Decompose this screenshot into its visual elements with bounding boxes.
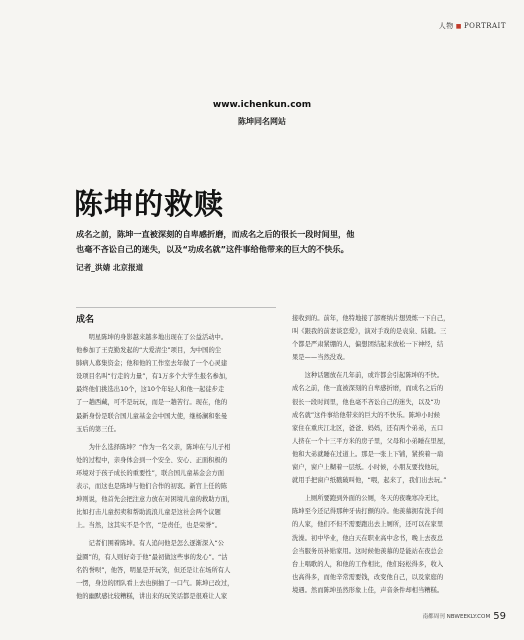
body-column-right (292, 312, 506, 597)
body-line: 比如打击儿童拐卖和帮助流浪儿童是这社会两个议题 (76, 509, 221, 517)
section-tag-en: PORTRAIT (463, 22, 506, 30)
body-line: 很长一段时间里，他也毫不吝讼自己的迷失，以及“功 (292, 398, 441, 406)
deck-line: 也毫不吝讼自己的迷失，以及“功成名就”这件事给他带来的巨大的不快乐。 (76, 244, 349, 254)
section-rule (76, 307, 276, 308)
body-line: 上厕所要跑到外面的公厕，冬天的夜晚寒冷无比， (292, 495, 444, 503)
section-tag (408, 21, 506, 31)
body-line: 台上唱歌的人，和他的工作相比，他们轻松得多，收入 (292, 560, 444, 568)
body-line: 为什么选择陈坤？“作为一名父亲，陈坤在与儿子相 (76, 443, 231, 451)
body-line: 就用手把窗户纸戳破叫他，“喂，起来了，我们出去玩。” (292, 477, 447, 485)
deck-line: 成名之前，陈坤一直被深刻的自卑感折磨，而成名之后的很长一段时间里，他 (76, 229, 355, 239)
section-tag-cn: 人物 (438, 22, 454, 30)
body-line: 设项目名叫“行走的力量”，有1万多个大学生报名参加， (76, 373, 232, 381)
body-line: 人挤在一个十三平方米的房子里，父母和小弟睡在里屋， (292, 437, 450, 445)
body-line: 处的过程中，亲身体会到一个安全、安心、正面积极的 (76, 456, 228, 464)
publication-name: 南都周刊 NBWEEKLY.COM (422, 614, 491, 620)
body-line: 环境对于孩子成长的重要性”，联合国儿童基金会方面 (76, 469, 225, 477)
body-line: 表示，而这也是陈坤与他们合作的初衷。新官上任的陈 (76, 483, 228, 491)
page-number: 59 (493, 611, 506, 622)
body-line: 最新身份是联合国儿童基金会中国大使，继杨澜和张曼 (76, 412, 228, 420)
section-title: 成名 (76, 315, 95, 325)
body-line: 家住在重庆江北区，爸爸、妈妈，还有两个弟弟，五口 (292, 424, 444, 432)
section-divider-icon: ■ (455, 23, 462, 30)
body-line: 个都是严肃紧绷的人，偏想团结起来放松一下神经，结 (292, 341, 444, 349)
body-line: 成名之前，他一直被深刻的自卑感折磨，而成名之后的 (292, 385, 444, 393)
body-line: 洗澡。初中毕业，他白天在职业高中念书，晚上去夜总 (292, 534, 444, 542)
article-deck (76, 227, 456, 257)
body-line: 境遇。然而陈坤虽然形象上佳，声音条件却相当糟糕。 (292, 586, 444, 594)
body-line: 玉后的第三任。 (76, 425, 121, 433)
body-line: 果是——当然没戏。 (292, 354, 349, 362)
body-line: 成名就”这件事给他带来的巨大的不快乐。陈坤小时候 (292, 411, 441, 419)
body-line: 名钓誉呗”，他答，明显是开玩笑，但还是让在场所有人 (76, 566, 231, 574)
body-line: 益圈”的，有人则好奇于他“最初做这些事的发心”。“沽 (76, 553, 228, 561)
body-line: 这种话题放在几年前，或许都会引起陈坤的不快。 (292, 372, 444, 380)
body-line: 坤则说，他首先会把注意力放在对困境儿童的救助方面， (76, 496, 234, 504)
body-line: 最终他们挑选出10个，这10个年轻人和他一起徒步走 (76, 386, 225, 394)
body-line: 也高得多，而他辛常需要钱，改变他自己，以及家庭的 (292, 573, 444, 581)
body-line: 会当服务员补贴家用。这时候他羡慕的是能站在夜总会 (292, 547, 444, 555)
body-line: 的人家，他们不但不需要跑出去上厕所，还可以在家里 (292, 521, 444, 529)
body-line: 他和大弟就睡在过道上。那是一张上下铺，紧挨着一扇 (292, 450, 444, 458)
watermark-url: www.ichenkun.com (212, 100, 312, 110)
body-column-left (76, 331, 280, 603)
body-line: 上。当然，这其实不是个官，“是责任，也是荣誉”。 (76, 522, 222, 530)
body-line: 肺病人募集资金；他和他的工作室去年做了一个心灵建 (76, 360, 228, 368)
body-line: 他的幽默感比较糟糕，讲出来的玩笑话都是很难让人家 (76, 592, 228, 600)
body-line: 记者们围着陈坤。有人追问他是怎么逐渐深入“公 (76, 540, 225, 548)
article-title: 陈坤的救赎 (74, 187, 225, 221)
body-line: 明星陈坤的身影越来越多地出现在了公益活动中。 (76, 334, 228, 341)
body-line: 接收到的。前年，他特地接了部赛纳片想毁炼一下自己， (292, 315, 450, 322)
body-line: 了一趟西藏，可不是玩玩，而是一趟苦行。现在，他的 (76, 399, 228, 407)
body-line: 叫《跟我的前妻谈恋爱》，演对手戏的是袁泉、陆毅。三 (292, 328, 447, 336)
byline: 记者_洪婧 北京报道 (76, 263, 144, 272)
body-line: 陈坤至今还记得那种牙齿打颤的冷。他羡慕拥有洗手间 (292, 508, 444, 516)
watermark-site-name: 陈坤同名网站 (238, 117, 286, 126)
body-line: 窗户，窗户上糊着一层纸。小时候，小朋友要找他玩， (292, 464, 444, 472)
body-line: 他参加了王克勤发起的“大爱清尘”项目，为中国的尘 (76, 347, 222, 355)
body-line: 一愣，身边的团队看上去也倒抽了一口气。陈坤已改过， (76, 579, 234, 587)
page-footer (380, 611, 506, 622)
